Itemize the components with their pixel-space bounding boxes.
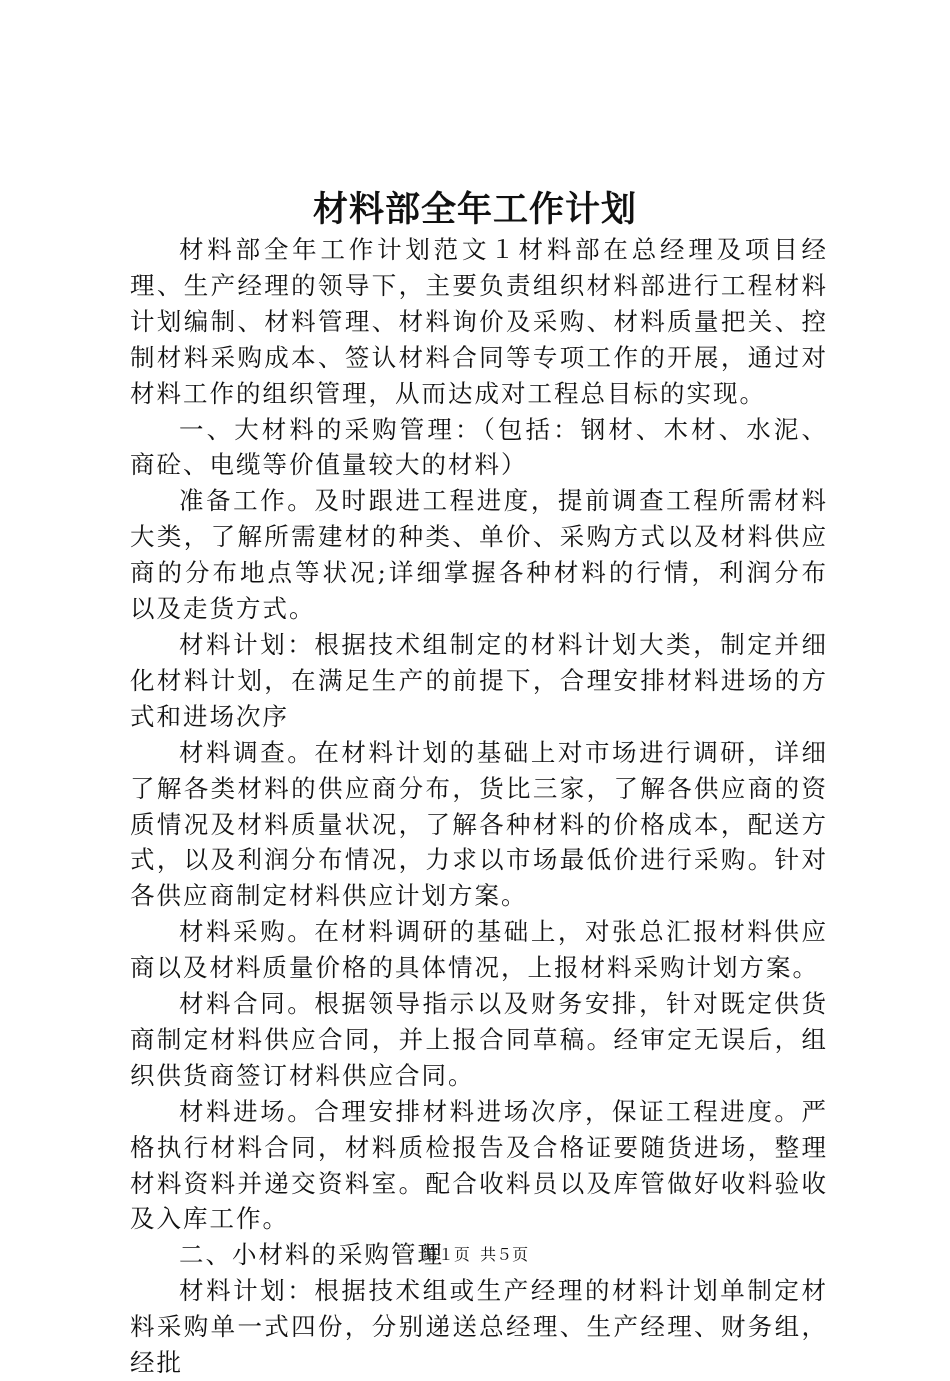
document-body — [130, 232, 828, 1381]
paragraph: 一、大材料的采购管理：（包括：钢材、木材、水泥、商砼、电缆等价值量较大的材料） — [130, 414, 828, 480]
page-number: 第１页 共５页 — [421, 1245, 529, 1264]
paragraph: 材料合同。根据领导指示以及财务安排，针对既定供货商制定材料供应合同，并上报合同草稿。经审定无误后，组织供货商签订材料供应合同。 — [130, 989, 828, 1090]
paragraph: 材料计划：根据技术组制定的材料计划大类，制定并细化材料计划，在满足生产的前提下，合理安排材料进场的方式和进场次序 — [130, 629, 828, 731]
section-heading: 二、小材料的采购管理 — [179, 1240, 444, 1270]
page-title: 材料部全年工作计划 — [312, 189, 637, 230]
paragraph: 材料采购。在材料调研的基础上，对张总汇报材料供应商以及材料质量价格的具体情况，上报材料采购计划方案。 — [130, 917, 828, 983]
paragraph: 材料部全年工作计划范文１材料部在总经理及项目经理、生产经理的领导下，主要负责组织材料部进行工程材料计划编制、材料管理、材料询价及采购、材料质量把关、控制材料采购成本、签认材料合同等专项工作的开展，通过对材料工作的组织管理，从而达成对工程总目标的实现。 — [130, 235, 828, 408]
paragraph: 准备工作。及时跟进工程进度，提前调查工程所需材料大类，了解所需建材的种类、单价、采购方式以及材料供应商的分布地点等状况;详细掌握各种材料的行情，利润分布以及走货方式。 — [130, 486, 828, 624]
paragraph: 材料调查。在材料计划的基础上对市场进行调研，详细了解各类材料的供应商分布，货比三家，了解各供应商的资质情况及材料质量状况，了解各种材料的价格成本，配送方式，以及利润分布情况，力求以市场最低价进行采购。针对各供应商制定材料供应计划方案。 — [130, 737, 828, 911]
page-footer — [0, 1244, 950, 1266]
paragraph: 材料计划：根据技术组或生产经理的材料计划单制定材料采购单一式四份，分别递送总经理、生产经理、财务组，经批 — [130, 1276, 828, 1378]
paragraph: 材料进场。合理安排材料进场次序，保证工程进度。严格执行材料合同，材料质检报告及合格证要随货进场，整理材料资料并递交资料室。配合收料员以及库管做好收料验收及入库工作。 — [130, 1096, 828, 1234]
